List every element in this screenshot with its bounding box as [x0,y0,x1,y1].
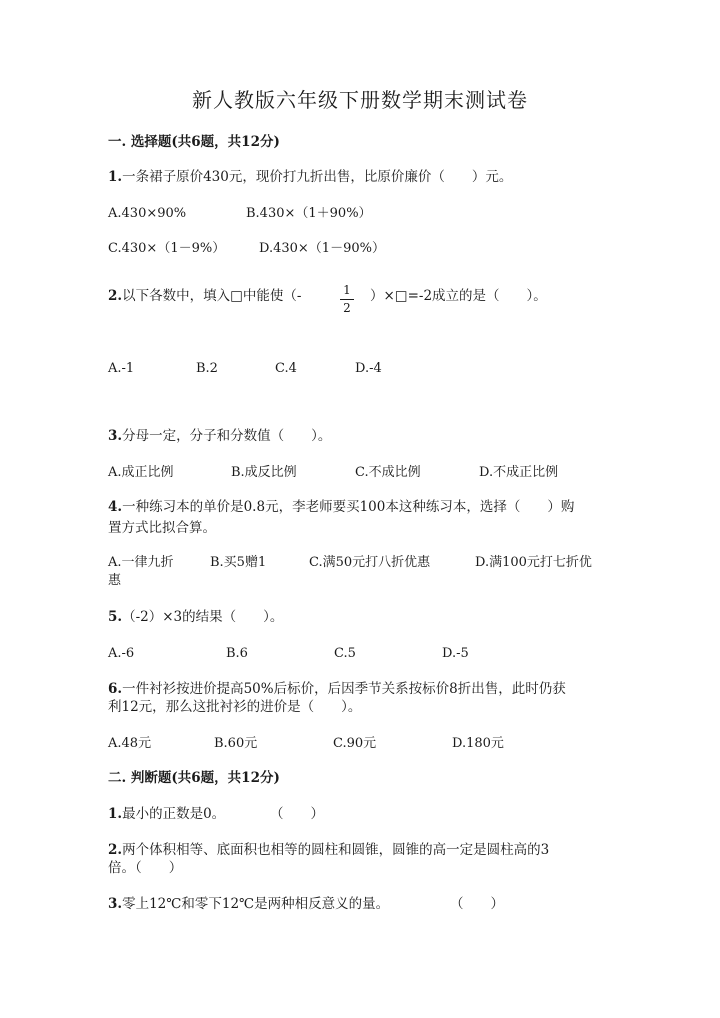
answer-parentheses: （ ） [270,806,324,822]
option-c: C.满50元打八折优惠 [309,555,431,570]
option-a: A.一律九折 [108,555,174,570]
question-2 [108,290,301,304]
question-text-continued: ）×□=-2成立的是（ ）。 [370,288,547,304]
option-c: C.430×（1－9%） [108,241,226,256]
question-number: 2. [108,288,123,304]
question-6 [108,683,566,697]
option-d-wrap: 惠 [108,573,122,588]
option-d: D.-4 [355,361,382,376]
question-4 [108,501,574,515]
option-d: D.-5 [442,646,469,661]
section-heading-judge: 二. 判断题(共6题，共12分) [108,770,280,786]
option-a: A.成正比例 [108,465,174,480]
fraction-numerator: 1 [343,283,351,297]
option-b: B.60元 [214,736,258,751]
question-text: 以下各数中，填入□中能使（- [122,288,302,304]
option-b: B.买5赠1 [210,555,267,570]
judge-question-2 [108,844,549,858]
question-1 [108,171,512,185]
question-text-line2: 利12元，那么这批衬衫的进价是（ ）。 [108,699,362,715]
question-text: 一种练习本的单价是0.8元，李老师要买100本这种练习本，选择（ ）购 [122,499,575,515]
option-c: C.5 [334,646,356,661]
option-a: A.-6 [108,646,135,661]
question-number: 4. [108,499,123,515]
judge-question-3 [108,898,389,912]
question-3 [108,430,331,444]
question-text: 两个体积相等、底面积也相等的圆柱和圆锥，圆锥的高一定是圆柱高的3 [122,842,550,858]
question-number: 3. [108,896,123,912]
option-b: B.6 [226,646,248,661]
question-text-line2: 置方式比拟合算。 [108,520,216,536]
option-a: A.48元 [108,736,152,751]
page-title: 新人教版六年级下册数学期末测试卷 [192,88,528,112]
question-number: 2. [108,842,123,858]
question-number: 6. [108,681,123,697]
question-number: 5. [108,609,123,625]
option-c: C.不成比例 [355,465,421,480]
option-b: B.430×（1＋90%） [246,206,372,221]
question-text: 最小的正数是0。 [122,806,226,822]
option-d: D.满100元打七折优 [475,555,592,570]
option-b: B.成反比例 [231,465,297,480]
option-c: C.90元 [333,736,377,751]
question-text-line2: 倍。（ ） [108,860,183,876]
section-heading-choice: 一. 选择题(共6题，共12分) [108,134,280,150]
question-number: 1. [108,169,123,185]
question-5 [108,611,283,625]
question-number: 3. [108,428,123,444]
option-a: A.-1 [108,361,135,376]
question-text: 分母一定，分子和分数值（ ）。 [122,428,332,444]
option-d: D.180元 [452,736,504,751]
option-a: A.430×90% [108,206,187,221]
option-b: B.2 [196,361,218,376]
fraction-one-half [340,284,354,314]
fraction-bar [340,299,354,300]
question-number: 1. [108,806,123,822]
judge-question-1 [108,808,225,822]
option-d: D.不成正比例 [479,465,559,480]
question-text: （-2）×3的结果（ ）。 [122,609,284,625]
fraction-denominator: 2 [343,301,351,315]
option-d: D.430×（1－90%） [259,241,385,256]
option-c: C.4 [275,361,297,376]
question-text: 一件衬衫按进价提高50%后标价，后因季节关系按标价8折出售，此时仍获 [122,681,566,697]
question-text: 零上12℃和零下12℃是两种相反意义的量。 [122,896,390,912]
question-text: 一条裙子原价430元，现价打九折出售，比原价廉价（ ）元。 [122,169,513,185]
answer-parentheses: （ ） [450,896,504,912]
